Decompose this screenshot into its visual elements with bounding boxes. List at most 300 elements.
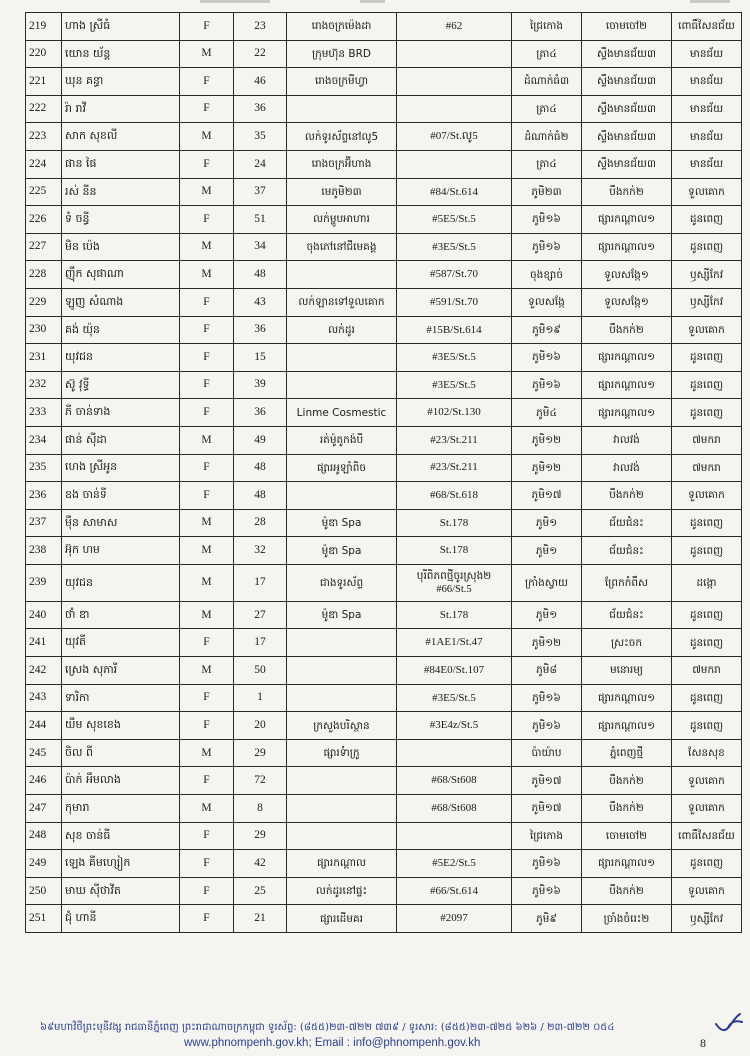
commune-cell: ផ្សារកណ្ដាល១	[582, 344, 672, 372]
house-number-cell: #3E5/St.5	[397, 344, 512, 372]
commune-cell: បឹងកក់២	[582, 178, 672, 206]
age-cell: 22	[234, 40, 287, 68]
house-number-cell: #3E5/St.5	[397, 371, 512, 399]
table-row	[26, 712, 742, 740]
village-cell: ភូមិ៩	[512, 905, 582, 933]
sex-cell: M	[180, 795, 234, 823]
occupation-cell	[287, 684, 397, 712]
age-cell: 49	[234, 426, 287, 454]
village-cell: ភូមិ១៩	[512, 316, 582, 344]
village-cell: ភូមិ១៦	[512, 371, 582, 399]
house-number-cell: បុរីពិភពថ្មីចូរស្រុង២ #66/St.5	[397, 564, 512, 601]
house-number-cell: #5E5/St.5	[397, 206, 512, 234]
table-row	[26, 657, 742, 685]
village-cell: ភូមិ១៦	[512, 344, 582, 372]
district-cell: មានជ័យ	[672, 150, 742, 178]
person-name: យុវតី	[62, 629, 180, 657]
occupation-cell: ម៉ូឌា Spa	[287, 537, 397, 565]
occupation-cell: ផ្សារកណ្ដាល	[287, 850, 397, 878]
age-cell: 27	[234, 601, 287, 629]
district-cell: ៧មករា	[672, 426, 742, 454]
occupation-cell	[287, 657, 397, 685]
table-row	[26, 150, 742, 178]
occupation-cell: រោងចក្រអ៊ីហាង	[287, 150, 397, 178]
village-cell: ដំណាក់ធំ៣	[512, 68, 582, 96]
table-row	[26, 344, 742, 372]
village-cell: ភូមិ២៣	[512, 178, 582, 206]
person-name: ផាន់ ស៊ីដា	[62, 426, 180, 454]
person-name: ម៉ឺន សាមាស	[62, 509, 180, 537]
house-number-cell: #5E2/St.5	[397, 850, 512, 878]
district-cell: ទួលគោក	[672, 767, 742, 795]
person-name: សាក សុខលី	[62, 123, 180, 151]
age-cell: 39	[234, 371, 287, 399]
sex-cell: F	[180, 95, 234, 123]
row-number: 241	[26, 629, 62, 657]
records-table	[25, 12, 742, 933]
sex-cell: F	[180, 399, 234, 427]
age-cell: 35	[234, 123, 287, 151]
sex-cell: M	[180, 657, 234, 685]
sex-cell: M	[180, 564, 234, 601]
occupation-cell	[287, 95, 397, 123]
district-cell: ដូនពេញ	[672, 344, 742, 372]
commune-cell: ផ្សារកណ្ដាល១	[582, 712, 672, 740]
village-cell: ត្រា៤	[512, 150, 582, 178]
commune-cell: ជ័យជំនះ	[582, 601, 672, 629]
occupation-cell: លក់ដូរនៅផ្ទះ	[287, 877, 397, 905]
house-number-cell: St.178	[397, 601, 512, 629]
village-cell: ភូមិ១២	[512, 454, 582, 482]
district-cell: ឫស្សីកែវ	[672, 288, 742, 316]
table-row	[26, 233, 742, 261]
age-cell: 23	[234, 13, 287, 41]
age-cell: 36	[234, 399, 287, 427]
occupation-cell	[287, 344, 397, 372]
village-cell: ត្រា៤	[512, 40, 582, 68]
sex-cell: F	[180, 454, 234, 482]
sex-cell: F	[180, 684, 234, 712]
person-name: រស់ នីន	[62, 178, 180, 206]
person-name: មិន ប៉េង	[62, 233, 180, 261]
row-number: 249	[26, 850, 62, 878]
table-row	[26, 454, 742, 482]
table-row	[26, 68, 742, 96]
age-cell: 25	[234, 877, 287, 905]
sex-cell: F	[180, 288, 234, 316]
occupation-cell: លក់ដូរ	[287, 316, 397, 344]
district-cell: ដូនពេញ	[672, 509, 742, 537]
person-name: ហេង ស្រីអូន	[62, 454, 180, 482]
district-cell: មានជ័យ	[672, 40, 742, 68]
district-cell: ពោធិ៍សែនជ័យ	[672, 822, 742, 850]
district-cell: ទួលគោក	[672, 877, 742, 905]
occupation-cell: ជាងទូរស័ព្ទ	[287, 564, 397, 601]
sex-cell: F	[180, 822, 234, 850]
commune-cell: បឹងកក់២	[582, 482, 672, 510]
sex-cell: F	[180, 767, 234, 795]
village-cell: ភូមិ១៦	[512, 684, 582, 712]
occupation-cell: ម៉ូឌា Spa	[287, 601, 397, 629]
table-row	[26, 316, 742, 344]
table-row	[26, 40, 742, 68]
commune-cell: បឹងកក់២	[582, 767, 672, 795]
commune-cell: ទួលសង្កែ១	[582, 261, 672, 289]
person-name: ប៉ាក់ អឹមលាង	[62, 767, 180, 795]
person-name: ឡូញ សំណាង	[62, 288, 180, 316]
row-number: 244	[26, 712, 62, 740]
commune-cell: ចោមចៅ២	[582, 13, 672, 41]
house-number-cell: #2097	[397, 905, 512, 933]
district-cell: ពោធិ៍សែនជ័យ	[672, 13, 742, 41]
house-number-cell: #3E5/St.5	[397, 684, 512, 712]
age-cell: 24	[234, 150, 287, 178]
house-number-cell: #23/St.211	[397, 454, 512, 482]
age-cell: 29	[234, 822, 287, 850]
house-number-cell	[397, 739, 512, 767]
row-number: 233	[26, 399, 62, 427]
village-cell: ភូមិ១៦	[512, 206, 582, 234]
district-cell: ដូនពេញ	[672, 629, 742, 657]
house-number-cell	[397, 822, 512, 850]
house-number-cell: St.178	[397, 509, 512, 537]
table-row	[26, 261, 742, 289]
village-cell: ភូមិ១៦	[512, 233, 582, 261]
person-name: ទារិកា	[62, 684, 180, 712]
row-number: 239	[26, 564, 62, 601]
row-number: 234	[26, 426, 62, 454]
table-row	[26, 13, 742, 41]
occupation-cell: Linme Cosmestic	[287, 399, 397, 427]
table-row	[26, 739, 742, 767]
person-name: រ៉ា រាវី	[62, 95, 180, 123]
person-name: ញ៉ឹក សុផាណា	[62, 261, 180, 289]
sex-cell: F	[180, 344, 234, 372]
person-name: ជុំ ហានី	[62, 905, 180, 933]
person-name: គង់ យ៉ុន	[62, 316, 180, 344]
table-row	[26, 564, 742, 601]
commune-cell: ទួលសង្កែ១	[582, 288, 672, 316]
age-cell: 36	[234, 316, 287, 344]
occupation-cell	[287, 482, 397, 510]
person-name: ឡេង គីមហ្សៀក	[62, 850, 180, 878]
table-row	[26, 537, 742, 565]
village-cell: ដំណាក់ធំ២	[512, 123, 582, 151]
occupation-cell: លក់ម្ហូបអាហារ	[287, 206, 397, 234]
village-cell: ភូមិ១៦	[512, 712, 582, 740]
commune-cell: ផ្សារកណ្ដាល១	[582, 850, 672, 878]
page-number: 8	[700, 1036, 706, 1050]
age-cell: 72	[234, 767, 287, 795]
district-cell: ដូនពេញ	[672, 537, 742, 565]
row-number: 225	[26, 178, 62, 206]
table-row	[26, 178, 742, 206]
village-cell: ភូមិ៨	[512, 657, 582, 685]
age-cell: 36	[234, 95, 287, 123]
village-cell: ទួលសង្កែ	[512, 288, 582, 316]
age-cell: 8	[234, 795, 287, 823]
commune-cell: ផ្សារកណ្ដាល១	[582, 206, 672, 234]
commune-cell: បឹងកក់២	[582, 316, 672, 344]
village-cell: ភូមិ១៧	[512, 795, 582, 823]
age-cell: 21	[234, 905, 287, 933]
commune-cell: ជ័យជំនះ	[582, 509, 672, 537]
sex-cell: F	[180, 712, 234, 740]
commune-cell: ចោមចៅ២	[582, 822, 672, 850]
table-row	[26, 95, 742, 123]
footer-address: ៦៩មហាវិថីព្រះមុនីវង្ស រាជធានីភ្នំពេញ ព្រះរាជាណាចក្រកម្ពុជា ទូរស័ព្ទ: (៨៥៥)២៣-៧២២ ៧៣៩ / ទូរសារ: (៨៥៥)២៣-៧២៥ ៦២៦ / ២៣-៧២២ ០៥៤	[40, 1022, 615, 1033]
sex-cell: M	[180, 509, 234, 537]
commune-cell: ស្ទឹងមានជ័យ៣	[582, 95, 672, 123]
commune-cell: វាលវង់	[582, 454, 672, 482]
district-cell: ទួលគោក	[672, 316, 742, 344]
row-number: 220	[26, 40, 62, 68]
age-cell: 32	[234, 537, 287, 565]
table-row	[26, 629, 742, 657]
district-cell: ដូនពេញ	[672, 206, 742, 234]
commune-cell: ព្រែកកំពឹស	[582, 564, 672, 601]
occupation-cell	[287, 371, 397, 399]
sex-cell: M	[180, 178, 234, 206]
village-cell: ភូមិ១២	[512, 629, 582, 657]
sex-cell: F	[180, 629, 234, 657]
district-cell: ៧មករា	[672, 657, 742, 685]
person-name: ថាំ ឌា	[62, 601, 180, 629]
person-name: យោន យ័ន្ត	[62, 40, 180, 68]
row-number: 224	[26, 150, 62, 178]
table-row	[26, 684, 742, 712]
village-cell: ចុងខ្សាច់	[512, 261, 582, 289]
house-number-cell: #66/St.614	[397, 877, 512, 905]
age-cell: 20	[234, 712, 287, 740]
person-name: ភី ចាន់ទាង	[62, 399, 180, 427]
table-row	[26, 850, 742, 878]
house-number-cell: #84/St.614	[397, 178, 512, 206]
commune-cell: មនោរម្យ	[582, 657, 672, 685]
sex-cell: F	[180, 482, 234, 510]
commune-cell: ស្រះចក	[582, 629, 672, 657]
occupation-cell: ផ្សារទំាក្រូ	[287, 739, 397, 767]
row-number: 247	[26, 795, 62, 823]
row-number: 251	[26, 905, 62, 933]
sex-cell: F	[180, 150, 234, 178]
person-name: មាឃ ស៊ីថាវីត	[62, 877, 180, 905]
table-row	[26, 482, 742, 510]
village-cell: ភូមិ១៧	[512, 482, 582, 510]
village-cell: ជ្រៃកោង	[512, 822, 582, 850]
house-number-cell: #62	[397, 13, 512, 41]
table-row	[26, 509, 742, 537]
sex-cell: M	[180, 233, 234, 261]
age-cell: 51	[234, 206, 287, 234]
district-cell: ទួលគោក	[672, 482, 742, 510]
occupation-cell: ចុងភៅនៅជីមេគង្គ	[287, 233, 397, 261]
village-cell: ភូមិ១	[512, 601, 582, 629]
table-row	[26, 767, 742, 795]
commune-cell: ច្រាំងចំរេះ២	[582, 905, 672, 933]
district-cell: ដូនពេញ	[672, 684, 742, 712]
age-cell: 1	[234, 684, 287, 712]
district-cell: ទួលគោក	[672, 178, 742, 206]
table-row	[26, 795, 742, 823]
age-cell: 34	[234, 233, 287, 261]
house-number-cell: #591/St.70	[397, 288, 512, 316]
commune-cell: ស្ទឹងមានជ័យ៣	[582, 68, 672, 96]
village-cell: ភូមិ១៧	[512, 767, 582, 795]
house-number-cell: #23/St.211	[397, 426, 512, 454]
row-number: 219	[26, 13, 62, 41]
district-cell: ដូនពេញ	[672, 601, 742, 629]
occupation-cell	[287, 795, 397, 823]
age-cell: 15	[234, 344, 287, 372]
table-row	[26, 905, 742, 933]
records-table-body	[26, 13, 742, 933]
district-cell: ៧មករា	[672, 454, 742, 482]
district-cell: ទួលគោក	[672, 795, 742, 823]
person-name: យឹម សុខខេង	[62, 712, 180, 740]
house-number-cell: #3E5/St.5	[397, 233, 512, 261]
table-row	[26, 206, 742, 234]
occupation-cell: ផ្សារអូឡាំពិច	[287, 454, 397, 482]
occupation-cell: ផ្សារដើមគរ	[287, 905, 397, 933]
district-cell: ដូនពេញ	[672, 712, 742, 740]
age-cell: 42	[234, 850, 287, 878]
house-number-cell	[397, 68, 512, 96]
sex-cell: M	[180, 426, 234, 454]
district-cell: មានជ័យ	[672, 68, 742, 96]
sex-cell: F	[180, 371, 234, 399]
commune-cell: ជ័យជំនះ	[582, 537, 672, 565]
row-number: 227	[26, 233, 62, 261]
occupation-cell: ម៉ូឌា Spa	[287, 509, 397, 537]
commune-cell: ស្ទឹងមានជ័យ៣	[582, 123, 672, 151]
commune-cell: វាលវង់	[582, 426, 672, 454]
sex-cell: F	[180, 206, 234, 234]
village-cell: ត្រា៤	[512, 95, 582, 123]
row-number: 250	[26, 877, 62, 905]
person-name: ឃុន គន្ធា	[62, 68, 180, 96]
village-cell: ប៉ាយ៉ាប	[512, 739, 582, 767]
person-name: ឧង ចាន់ទី	[62, 482, 180, 510]
sex-cell: F	[180, 68, 234, 96]
commune-cell: ផ្សារកណ្ដាល១	[582, 399, 672, 427]
table-row	[26, 399, 742, 427]
person-name: ហាង ស្រីធំ	[62, 13, 180, 41]
row-number: 243	[26, 684, 62, 712]
sex-cell: M	[180, 123, 234, 151]
sex-cell: M	[180, 261, 234, 289]
age-cell: 37	[234, 178, 287, 206]
row-number: 240	[26, 601, 62, 629]
row-number: 246	[26, 767, 62, 795]
district-cell: ដង្កោ	[672, 564, 742, 601]
table-row	[26, 426, 742, 454]
age-cell: 48	[234, 454, 287, 482]
row-number: 232	[26, 371, 62, 399]
house-number-cell: #1AE1/St.47	[397, 629, 512, 657]
house-number-cell: #3E4z/St.5	[397, 712, 512, 740]
table-row	[26, 371, 742, 399]
person-name: ផាន ផៃ	[62, 150, 180, 178]
house-number-cell: #102/St.130	[397, 399, 512, 427]
district-cell: ដូនពេញ	[672, 399, 742, 427]
row-number: 226	[26, 206, 62, 234]
village-cell: ភូមិ១	[512, 537, 582, 565]
village-cell: ភូមិ១៦	[512, 850, 582, 878]
occupation-cell	[287, 767, 397, 795]
house-number-cell: St.178	[397, 537, 512, 565]
district-cell: ដូនពេញ	[672, 233, 742, 261]
row-number: 229	[26, 288, 62, 316]
row-number: 231	[26, 344, 62, 372]
district-cell: មានជ័យ	[672, 123, 742, 151]
house-number-cell: #15B/St.614	[397, 316, 512, 344]
district-cell: ដូនពេញ	[672, 850, 742, 878]
village-cell: ភូមិ១២	[512, 426, 582, 454]
house-number-cell: #587/St.70	[397, 261, 512, 289]
occupation-cell: លក់ឡានទៅទួលគោក	[287, 288, 397, 316]
person-name: សុខ ចាន់ធី	[62, 822, 180, 850]
age-cell: 50	[234, 657, 287, 685]
sex-cell: F	[180, 13, 234, 41]
sex-cell: M	[180, 601, 234, 629]
person-name: ស៊ូ វុទ្ធី	[62, 371, 180, 399]
age-cell: 17	[234, 629, 287, 657]
house-number-cell	[397, 150, 512, 178]
age-cell: 28	[234, 509, 287, 537]
district-cell: មានជ័យ	[672, 95, 742, 123]
row-number: 223	[26, 123, 62, 151]
age-cell: 48	[234, 261, 287, 289]
commune-cell: ស្ទឹងមានជ័យ៣	[582, 150, 672, 178]
commune-cell: បឹងកក់២	[582, 795, 672, 823]
signature-mark-icon	[712, 1010, 746, 1036]
row-number: 242	[26, 657, 62, 685]
sex-cell: F	[180, 316, 234, 344]
person-name: ទំ ចន្ធី	[62, 206, 180, 234]
table-row	[26, 877, 742, 905]
commune-cell: ផ្សារកណ្ដាល១	[582, 233, 672, 261]
village-cell: ជ្រៃកោង	[512, 13, 582, 41]
age-cell: 29	[234, 739, 287, 767]
person-name: ចិល ពី	[62, 739, 180, 767]
commune-cell: ស្ទឹងមានជ័យ៣	[582, 40, 672, 68]
sex-cell: M	[180, 537, 234, 565]
age-cell: 17	[234, 564, 287, 601]
row-number: 237	[26, 509, 62, 537]
district-cell: ដូនពេញ	[672, 371, 742, 399]
occupation-cell: ក្រុមហ៊ុន BRD	[287, 40, 397, 68]
sex-cell: M	[180, 739, 234, 767]
house-number-cell: #07/St.លូ5	[397, 123, 512, 151]
person-name: អ៊ុក ហម	[62, 537, 180, 565]
house-number-cell	[397, 40, 512, 68]
district-cell: ឫស្សីកែវ	[672, 905, 742, 933]
village-cell: ភូមិ៤	[512, 399, 582, 427]
sex-cell: F	[180, 877, 234, 905]
sex-cell: F	[180, 905, 234, 933]
table-row	[26, 123, 742, 151]
occupation-cell	[287, 629, 397, 657]
table-row	[26, 601, 742, 629]
occupation-cell: រោងចក្រម៉េងដា	[287, 13, 397, 41]
village-cell: ភូមិ១៦	[512, 877, 582, 905]
footer-web-email: www.phnompenh.gov.kh; Email : info@phnompenh.gov.kh	[184, 1037, 481, 1049]
occupation-cell: មេភូមិ២៣	[287, 178, 397, 206]
table-row	[26, 288, 742, 316]
house-number-cell: #68/St608	[397, 795, 512, 823]
district-cell: សែនសុខ	[672, 739, 742, 767]
